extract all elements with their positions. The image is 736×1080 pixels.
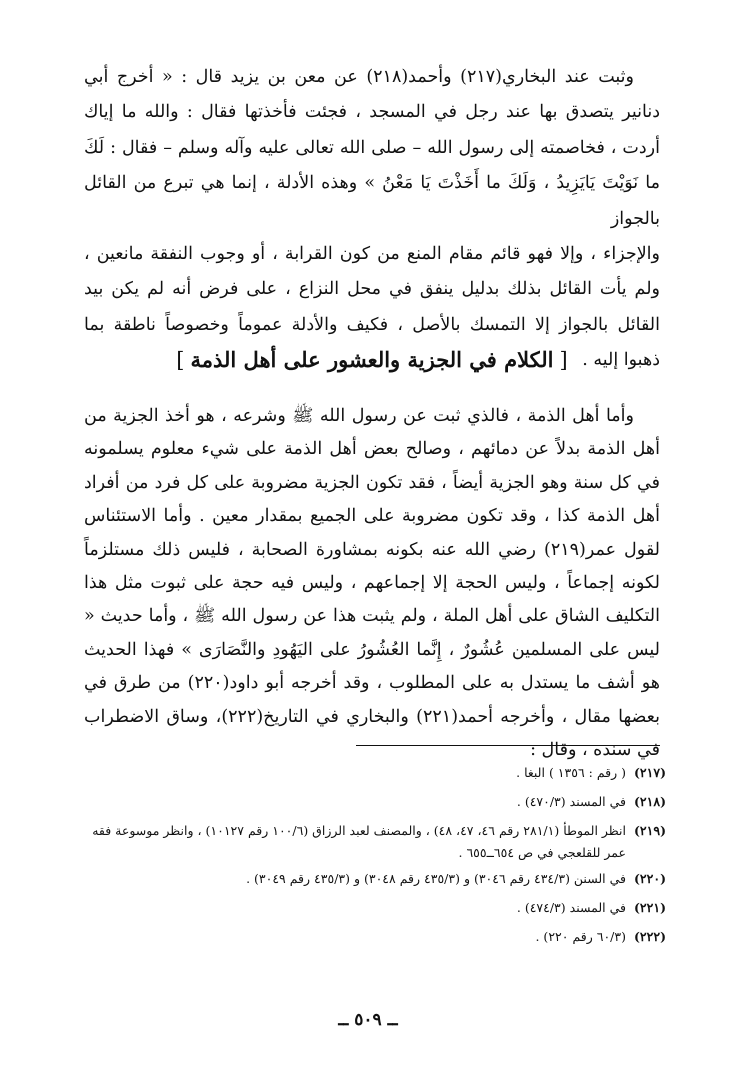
- footnote-number: (٢١٨): [634, 794, 666, 809]
- footnote-text: في المسند (٤٧٠/٣) .: [516, 794, 626, 809]
- footnote-220: [84, 864, 666, 893]
- paragraph-ahl-al-dhimma: وأما أهل الذمة ، فالذي ثبت عن رسول الله ﷺ وشرعه ، هو أخذ الجزية من أهل الذمة بدلاً عن دمائهم ، وصالح بعض أهل الذمة على شيء معلوم يسلمونه في كل سنة وهو الجزية أيضاً ، فقد تكون الجزية مضروبة على كل فرد من أفراد أهل الذمة كذا ، وقد تكون مضروبة على الجميع بمقدار معين . وأما الاستئناس لقول عمر(٢١٩) رضي الله عنه بكونه بمشاورة الصحابة ، فليس ذلك مستلزماً لكونه إجماعاً ، وليس الحجة إلا إجماعهم ، وليس فيه حجة على ثبوت مثل هذا التكليف الشاق على أهل الملة ، ولم يثبت هذا عن رسول الله ﷺ ، وأما حديث « ليس على المسلمين عُشُورٌ ، إِنَّما العُشُورُ على اليَهُودِ والنَّصَارَى » فهذا الحديث هو أشف ما يستدل به على المطلوب ، وقد أخرجه أبو داود(٢٢٠) من طرق في بعضها مقال ، وأخرجه أحمد(٢٢١) والبخاري في التاريخ(٢٢٢)، وساق الاضطراب في سنده ، وقال :: [84, 406, 660, 761]
- footnotes: [84, 758, 666, 951]
- footnote-text: (٦٠/٣ رقم ٢٢٠) .: [535, 929, 626, 944]
- footnote-219: [84, 816, 666, 864]
- footnote-number: (٢٢١): [634, 900, 666, 915]
- paragraph-argument: والإجزاء ، وإلا فهو قائم مقام المنع من كون القرابة ، أو وجوب النفقة مانعين ، ولم يأت القائل بذلك بدليل ينفق في محل النزاع ، على فرض أنه لم يكن بيد القائل بالجواز إلا التمسك بالأصل ، فكيف والأدلة عموماً وخصوصاً ناطقة بما ذهبوا إليه .: [84, 244, 660, 371]
- footnote-217: [84, 758, 666, 787]
- footnote-number: (٢٢٠): [634, 871, 666, 886]
- footnote-text: في المسند (٤٧٤/٣) .: [516, 900, 626, 915]
- heading-close-bracket: ]: [176, 348, 185, 372]
- main-text-bottom: [84, 400, 660, 767]
- footnote-text: ( رقم : ١٣٥٦ ) البغا .: [516, 765, 626, 780]
- heading-open-bracket: [: [559, 348, 568, 372]
- footnote-number: (٢١٧): [634, 765, 666, 780]
- footnote-221: [84, 893, 666, 922]
- footnote-222: [84, 922, 666, 951]
- footnote-number: (٢١٩): [634, 823, 666, 838]
- section-heading: [84, 344, 660, 376]
- footnote-218: [84, 787, 666, 816]
- footnote-number: (٢٢٢): [634, 929, 666, 944]
- footnote-separator: [356, 745, 660, 746]
- footnote-text: انظر الموطأ (٢٨١/١ رقم ٤٦، ٤٧، ٤٨) ، والمصنف لعبد الرزاق (١٠٠/٦ رقم ١٠١٢٧) ، وانظر موسوعة فقه عمر للقلعجي في ص ٦٥٤ــ٦٥٥ .: [92, 823, 626, 860]
- page-number: ــ ٥٠٩ ــ: [338, 1010, 398, 1030]
- paragraph-hadith-maan: وثبت عند البخاري(٢١٧) وأحمد(٢١٨) عن معن بن يزيد قال : « أخرج أبي دنانير يتصدق بها عند رجل في المسجد ، فجئت فأخذتها فقال : والله ما إياك أردت ، فخاصمته إلى رسول الله – صلى الله تعالى عليه وآله وسلم – فقال : لَكَ ما نَوَيْتَ يَايَزِيدُ ، وَلَكَ ما أَخَذْتَ يَا مَعْنُ » وهذه الأدلة ، إنما هي تبرع من القائل بالجواز: [84, 67, 660, 229]
- heading-text: الكلام في الجزية والعشور على أهل الذمة: [190, 347, 554, 372]
- main-text-top: [84, 60, 660, 379]
- footnote-text: في السنن (٤٣٤/٣ رقم ٣٠٤٦) و (٤٣٥/٣ رقم ٣٠٤٨) و (٤٣٥/٣ رقم ٣٠٤٩) .: [246, 871, 626, 886]
